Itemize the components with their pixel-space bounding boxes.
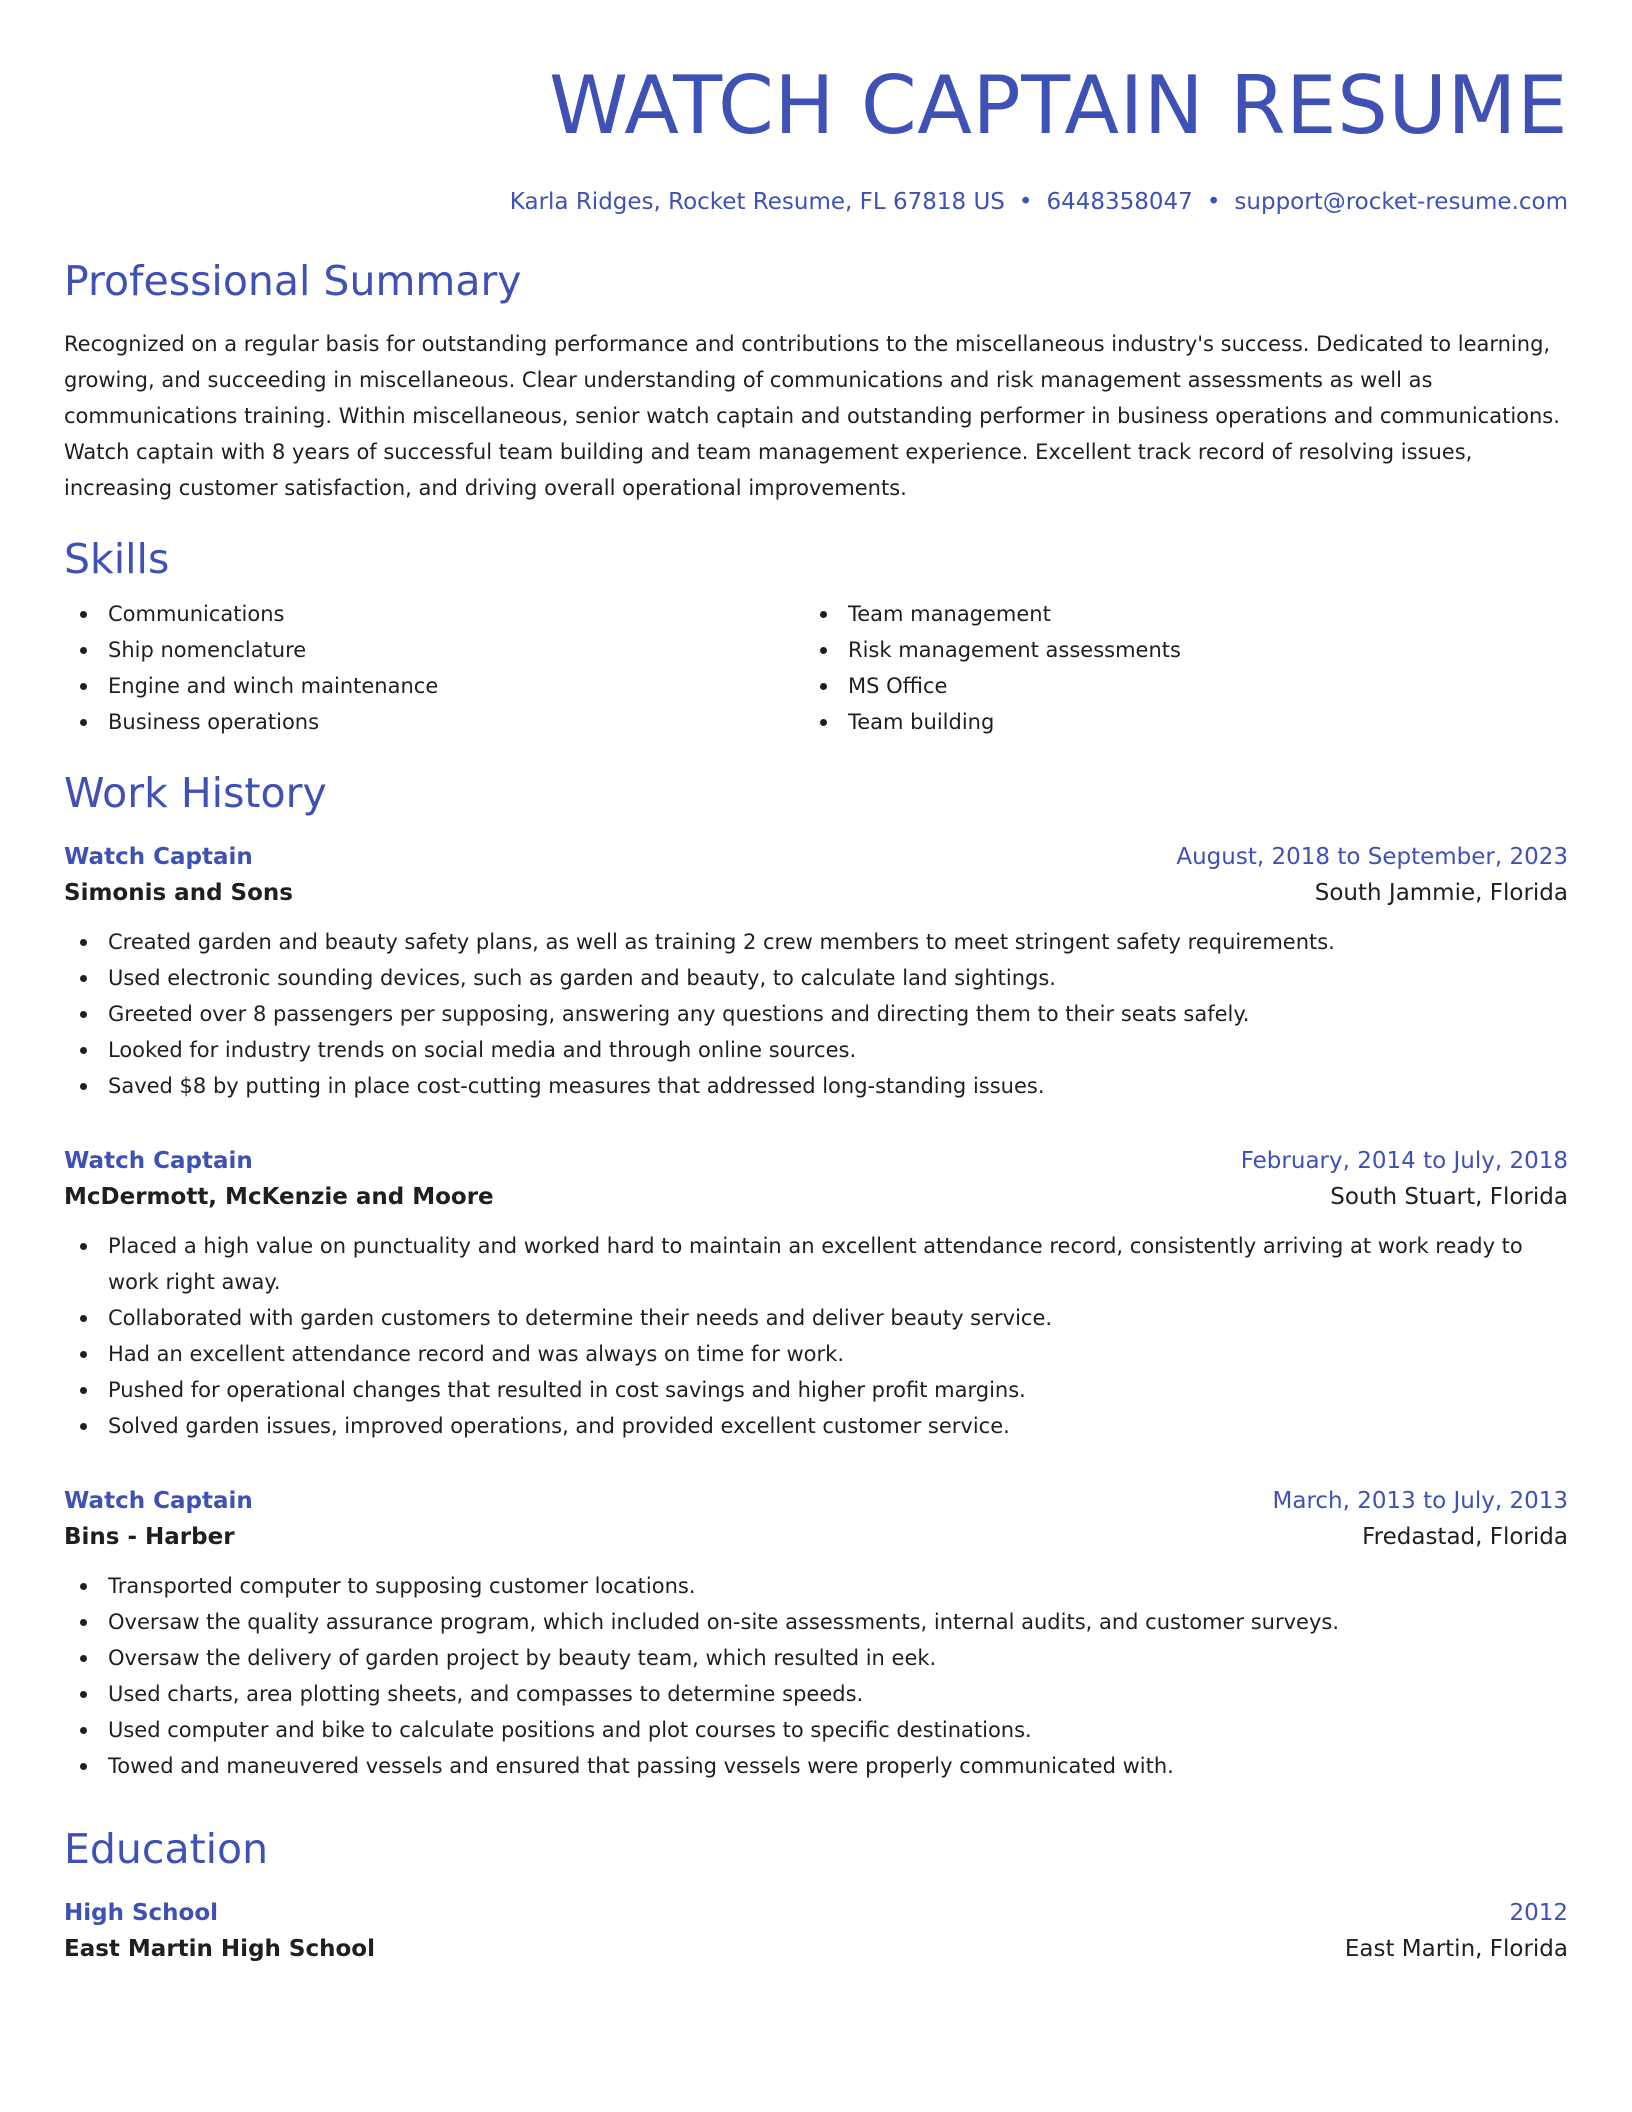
job-title-row <box>64 840 1568 874</box>
contact-line <box>64 186 1568 218</box>
resume-header <box>64 60 1568 218</box>
education-degree-row <box>64 1896 1568 1930</box>
skill-item: Engine and winch maintenance <box>64 668 804 704</box>
education-year: 2012 <box>1509 1900 1568 1926</box>
resume-title: WATCH CAPTAIN RESUME <box>549 59 1568 152</box>
education-section <box>64 1824 1568 1968</box>
job-title: Watch Captain <box>64 844 253 870</box>
skill-item: Team building <box>804 704 1544 740</box>
job-bullet: Used charts, area plotting sheets, and compasses to determine speeds. <box>64 1676 1568 1712</box>
job-entry <box>64 1484 1568 1784</box>
job-bullets <box>64 924 1568 1104</box>
job-bullet: Used electronic sounding devices, such as garden and beauty, to calculate land sightings. <box>64 960 1568 996</box>
job-bullet: Greeted over 8 passengers per supposing, answering any questions and directing them to their seats safely. <box>64 996 1568 1032</box>
education-entry <box>64 1896 1568 1968</box>
job-bullet: Towed and maneuvered vessels and ensured that passing vessels were properly communicated with. <box>64 1748 1568 1784</box>
job-location: South Jammie, Florida <box>1314 880 1568 906</box>
job-title: Watch Captain <box>64 1488 253 1514</box>
skills-heading: Skills <box>64 535 170 583</box>
summary-section <box>64 256 1568 506</box>
contact-address: Karla Ridges, Rocket Resume, FL 67818 US <box>509 189 1005 215</box>
job-title-row <box>64 1144 1568 1178</box>
job-bullet: Transported computer to supposing customer locations. <box>64 1568 1568 1604</box>
education-location: East Martin, Florida <box>1344 1936 1568 1962</box>
skills-column-left <box>64 596 804 740</box>
job-location: South Stuart, Florida <box>1330 1184 1568 1210</box>
education-degree: High School <box>64 1900 219 1926</box>
skill-item: Communications <box>64 596 804 632</box>
skills-grid <box>64 596 1568 740</box>
work-history-heading: Work History <box>64 769 327 817</box>
education-heading: Education <box>64 1825 269 1873</box>
skills-section <box>64 534 1568 740</box>
skill-item: Team management <box>804 596 1544 632</box>
job-company: McDermott, McKenzie and Moore <box>64 1184 494 1210</box>
education-school: East Martin High School <box>64 1936 375 1962</box>
job-title-row <box>64 1484 1568 1518</box>
job-dates: March, 2013 to July, 2013 <box>1272 1488 1568 1514</box>
contact-email: support@rocket-resume.com <box>1234 189 1568 215</box>
skills-column-right <box>804 596 1544 740</box>
skill-item: Business operations <box>64 704 804 740</box>
job-bullet: Had an excellent attendance record and was always on time for work. <box>64 1336 1568 1372</box>
job-company-row <box>64 1178 1568 1216</box>
job-company-row <box>64 1518 1568 1556</box>
job-bullets <box>64 1568 1568 1784</box>
job-bullet: Oversaw the delivery of garden project by beauty team, which resulted in eek. <box>64 1640 1568 1676</box>
job-bullet: Collaborated with garden customers to determine their needs and deliver beauty service. <box>64 1300 1568 1336</box>
job-bullet: Oversaw the quality assurance program, which included on-site assessments, internal audits, and customer surveys. <box>64 1604 1568 1640</box>
contact-phone: 6448358047 <box>1046 189 1193 215</box>
job-dates: August, 2018 to September, 2023 <box>1176 844 1568 870</box>
job-bullet: Saved $8 by putting in place cost-cutting measures that addressed long-standing issues. <box>64 1068 1568 1104</box>
job-bullet: Placed a high value on punctuality and worked hard to maintain an excellent attendance record, consistently arriving at work ready to work right away. <box>64 1228 1568 1300</box>
job-company-row <box>64 874 1568 912</box>
job-bullets <box>64 1228 1568 1444</box>
job-title: Watch Captain <box>64 1148 253 1174</box>
job-entry <box>64 840 1568 1104</box>
job-bullet: Created garden and beauty safety plans, as well as training 2 crew members to meet stringent safety requirements. <box>64 924 1568 960</box>
summary-text: Recognized on a regular basis for outstanding performance and contributions to the miscellaneous industry's success. Dedicated to learning, growing, and succeeding in miscellaneous. Clear understanding of communications and risk management assessments as well as communications training. Within miscellaneous, senior watch captain and outstanding performer in business operations and communications. Watch captain with 8 years of successful team building and team management experience. Excellent track record of resolving issues, increasing customer satisfaction, and driving overall operational improvements. <box>64 332 1560 500</box>
education-school-row <box>64 1930 1568 1968</box>
job-entry <box>64 1144 1568 1444</box>
job-bullet: Looked for industry trends on social media and through online sources. <box>64 1032 1568 1068</box>
work-history-section <box>64 768 1568 1784</box>
contact-separator: • <box>1206 189 1221 215</box>
job-dates: February, 2014 to July, 2018 <box>1240 1148 1568 1174</box>
job-bullet: Used computer and bike to calculate positions and plot courses to specific destinations. <box>64 1712 1568 1748</box>
job-company: Bins - Harber <box>64 1524 235 1550</box>
job-bullet: Solved garden issues, improved operations, and provided excellent customer service. <box>64 1408 1568 1444</box>
skill-item: MS Office <box>804 668 1544 704</box>
skill-item: Risk management assessments <box>804 632 1544 668</box>
job-bullet: Pushed for operational changes that resulted in cost savings and higher profit margins. <box>64 1372 1568 1408</box>
skill-item: Ship nomenclature <box>64 632 804 668</box>
job-location: Fredastad, Florida <box>1362 1524 1568 1550</box>
job-company: Simonis and Sons <box>64 880 293 906</box>
summary-heading: Professional Summary <box>64 257 522 305</box>
contact-separator: • <box>1018 189 1033 215</box>
